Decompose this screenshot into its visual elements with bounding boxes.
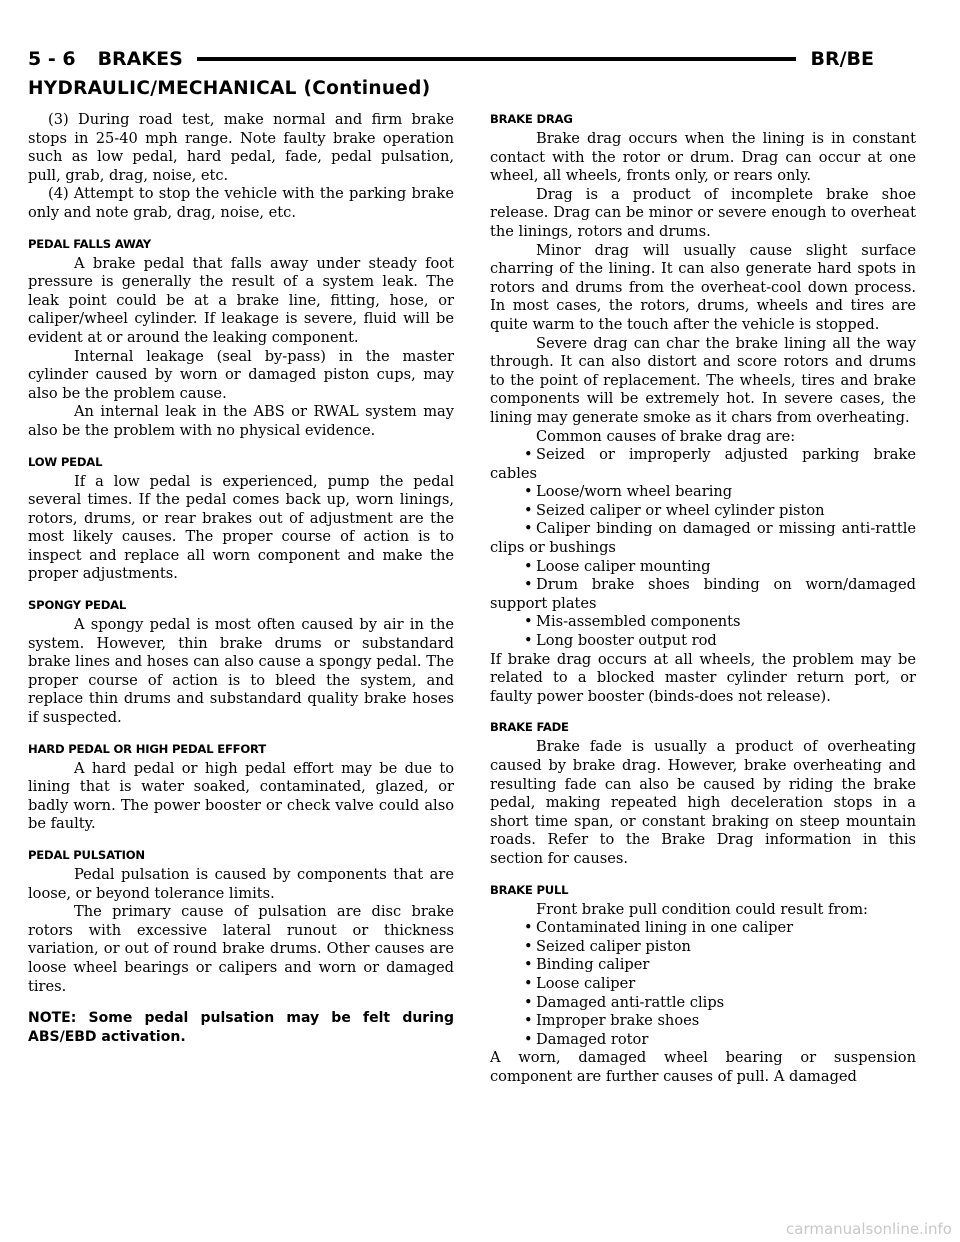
paragraph: If a low pedal is experienced, pump the pedal several times. If the pedal comes back up, worn linings, rotors, drums, or rear brakes out of adjustment are the most likely causes. The proper course of action is to inspect and replace all worn component and make the proper adjustments. bbox=[28, 472, 454, 583]
list-item: • Seized or improperly adjusted parking brake cables bbox=[490, 446, 916, 483]
list-item: • Loose/worn wheel bearing bbox=[490, 483, 916, 502]
page-number: 5 - 6 bbox=[28, 48, 76, 70]
list-item: • Contaminated lining in one caliper bbox=[490, 919, 916, 938]
list-item: • Caliper binding on damaged or missing anti-rattle clips or bushings bbox=[490, 520, 916, 557]
heading-low-pedal: LOW PEDAL bbox=[28, 454, 103, 469]
right-column bbox=[490, 111, 916, 1087]
list-item: • Drum brake shoes binding on worn/damaged support plates bbox=[490, 576, 916, 613]
heading-spongy-pedal: SPONGY PEDAL bbox=[28, 598, 127, 613]
road-test-paragraph: (3) During road test, make normal and firm brake stops in 25-40 mph range. Note faulty brake operation such as low pedal, hard pedal, fade, pedal pulsation, pull, grab, drag, noise, etc. bbox=[28, 111, 454, 184]
paragraph: Severe drag can char the brake lining all the way through. It can also distort and score rotors and drums to the point of replacement. The wheels, tires and brake components will be extremely hot. In severe cases, the lining may generate smoke as it chars from overheating. bbox=[490, 334, 916, 426]
paragraph: Common causes of brake drag are: bbox=[536, 427, 796, 445]
heading-pedal-pulsation: PEDAL PULSATION bbox=[28, 848, 145, 862]
section-title: BRAKES bbox=[97, 48, 183, 70]
heading-pedal-falls-away: PEDAL FALLS AWAY bbox=[28, 236, 151, 251]
left-column bbox=[28, 111, 454, 1047]
heading-brake-drag: BRAKE DRAG bbox=[490, 112, 573, 126]
list-item: • Mis-assembled components bbox=[490, 613, 916, 632]
list-item: • Improper brake shoes bbox=[490, 1012, 916, 1031]
parking-brake-paragraph: (4) Attempt to stop the vehicle with the parking brake only and note grab, drag, noise, etc. bbox=[28, 185, 454, 221]
list-item: • Long booster output rod bbox=[490, 632, 916, 651]
list-item: • Damaged anti-rattle clips bbox=[490, 994, 916, 1013]
page-header bbox=[28, 44, 874, 74]
list-item: • Damaged rotor bbox=[490, 1031, 916, 1050]
list-item: • Binding caliper bbox=[490, 956, 916, 975]
paragraph: Brake fade is usually a product of overheating caused by brake drag. However, brake overheating and resulting fade can also be caused by riding the brake pedal, making repeated high deceleration stops in a short time span, or constant braking on steep mountain roads. Refer to the Brake Drag information in this section for causes. bbox=[490, 738, 916, 867]
list-item: • Seized caliper or wheel cylinder piston bbox=[490, 502, 916, 521]
list-item: • Loose caliper bbox=[490, 975, 916, 994]
paragraph: Internal leakage (seal by-pass) in the master cylinder caused by worn or damaged piston cups, may also be the problem cause. bbox=[28, 347, 454, 402]
paragraph: Minor drag will usually cause slight surface charring of the lining. It can also generate hard spots in rotors and drums from the overheat-cool down process. In most cases, the rotors, drums, wheels and tires are quite warm to the touch after the vehicle is stopped. bbox=[490, 241, 916, 333]
paragraph: Pedal pulsation is caused by components that are loose, or beyond tolerance limits. bbox=[28, 866, 454, 902]
paragraph: The primary cause of pulsation are disc brake rotors with excessive lateral runout or thickness variation, or out of round brake drums. Other causes are loose wheel bearings or calipers and worn or damaged tires. bbox=[28, 903, 454, 995]
list-item: • Loose caliper mounting bbox=[490, 558, 916, 577]
list-item: • Seized caliper piston bbox=[490, 938, 916, 957]
paragraph: A spongy pedal is most often caused by air in the system. However, thin brake drums or substandard brake lines and hoses can also cause a spongy pedal. The proper course of action is to bleed the system, and replace thin drums and substandard quality brake hoses if suspected. bbox=[28, 616, 454, 727]
heading-hard-pedal: HARD PEDAL OR HIGH PEDAL EFFORT bbox=[28, 741, 266, 756]
paragraph: A brake pedal that falls away under steady foot pressure is generally the result of a system leak. The leak point could be at a brake line, fitting, hose, or caliper/wheel cylinder. If leakage is severe, fluid will be evident at or around the leaking component. bbox=[28, 254, 454, 346]
paragraph: A hard pedal or high pedal effort may be due to lining that is water soaked, contaminated, glazed, or badly worn. The power booster or check valve could also be faulty. bbox=[28, 759, 454, 833]
paragraph: If brake drag occurs at all wheels, the problem may be related to a blocked master cylinder return port, or faulty power booster (binds-does not release). bbox=[490, 650, 916, 705]
paragraph: Brake drag occurs when the lining is in constant contact with the rotor or drum. Drag can occur at one wheel, all wheels, fronts only, or rears only. bbox=[490, 130, 916, 185]
paragraph: A worn, damaged wheel bearing or suspension component are further causes of pull. A damaged bbox=[490, 1049, 916, 1085]
paragraph: An internal leak in the ABS or RWAL system may also be the problem with no physical evidence. bbox=[28, 403, 454, 439]
paragraph: Drag is a product of incomplete brake shoe release. Drag can be minor or severe enough to overheat the linings, rotors and drums. bbox=[490, 185, 916, 240]
watermark-link[interactable]: carmanualsonline.info bbox=[786, 1220, 952, 1238]
continued-title: HYDRAULIC/MECHANICAL (Continued) bbox=[28, 78, 431, 99]
note-abs-ebd: NOTE: Some pedal pulsation may be felt during ABS/EBD activation. bbox=[28, 1010, 454, 1046]
model-code: BR/BE bbox=[810, 48, 874, 70]
heading-brake-fade: BRAKE FADE bbox=[490, 720, 569, 735]
header-rule bbox=[197, 57, 797, 61]
heading-brake-pull: BRAKE PULL bbox=[490, 882, 569, 897]
paragraph: Front brake pull condition could result from: bbox=[536, 900, 868, 918]
